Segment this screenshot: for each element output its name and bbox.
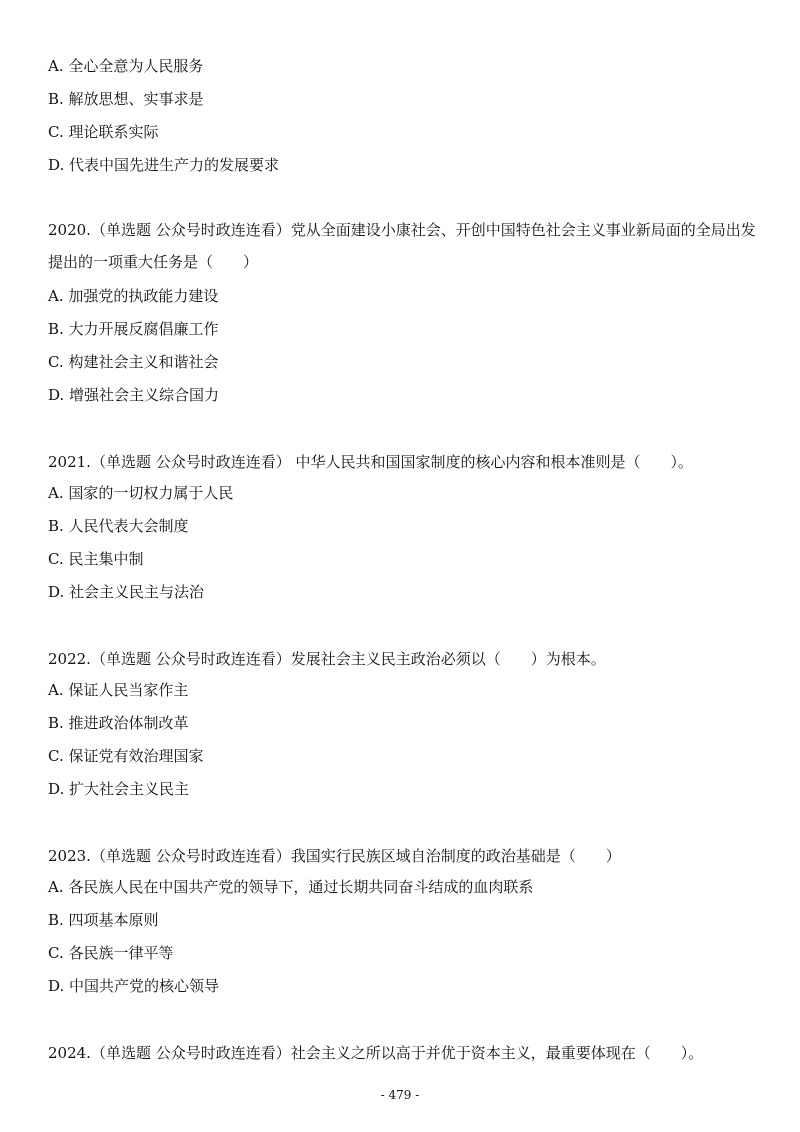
page-number: - 479 -: [380, 1088, 420, 1102]
option-b: B. 解放思想、实事求是: [48, 90, 204, 108]
option-d: D. 中国共产党的核心领导: [48, 977, 220, 995]
option-c: C. 保证党有效治理国家: [48, 747, 204, 765]
option-c: C. 民主集中制: [48, 550, 144, 568]
option-b: B. 人民代表大会制度: [48, 517, 189, 535]
option-a: A. 全心全意为人民服务: [48, 57, 204, 75]
option-b: B. 推进政治体制改革: [48, 714, 189, 732]
option-d: D. 代表中国先进生产力的发展要求: [48, 156, 280, 174]
question-stem-2024: 2024.（单选题 公众号时政连连看）社会主义之所以高于并优于资本主义，最重要体现在（ ）。: [48, 1044, 704, 1062]
option-a: A. 国家的一切权力属于人民: [48, 484, 234, 502]
question-stem-2022: 2022.（单选题 公众号时政连连看）发展社会主义民主政治必须以（ ）为根本。: [48, 650, 606, 668]
option-c: C. 理论联系实际: [48, 123, 159, 141]
option-a: A. 加强党的执政能力建设: [48, 287, 219, 305]
option-a: A. 保证人民当家作主: [48, 681, 189, 699]
option-b: B. 大力开展反腐倡廉工作: [48, 320, 219, 338]
option-a: A. 各民族人民在中国共产党的领导下，通过长期共同奋斗结成的血肉联系: [48, 878, 534, 896]
option-d: D. 社会主义民主与法治: [48, 583, 205, 601]
option-c: C. 构建社会主义和谐社会: [48, 353, 219, 371]
question-stem-2020: 2020.（单选题 公众号时政连连看）党从全面建设小康社会、开创中国特色社会主义事业新局面的全局出发提出的一项重大任务是（ ）: [48, 221, 756, 271]
question-stem-2021: 2021.（单选题 公众号时政连连看） 中华人民共和国国家制度的核心内容和根本准则是（ ）。: [48, 453, 693, 471]
question-stem-2023: 2023.（单选题 公众号时政连连看）我国实行民族区域自治制度的政治基础是（ ）: [48, 847, 621, 865]
option-d: D. 扩大社会主义民主: [48, 780, 190, 798]
option-d: D. 增强社会主义综合国力: [48, 386, 220, 404]
option-c: C. 各民族一律平等: [48, 944, 174, 962]
option-b: B. 四项基本原则: [48, 911, 159, 929]
